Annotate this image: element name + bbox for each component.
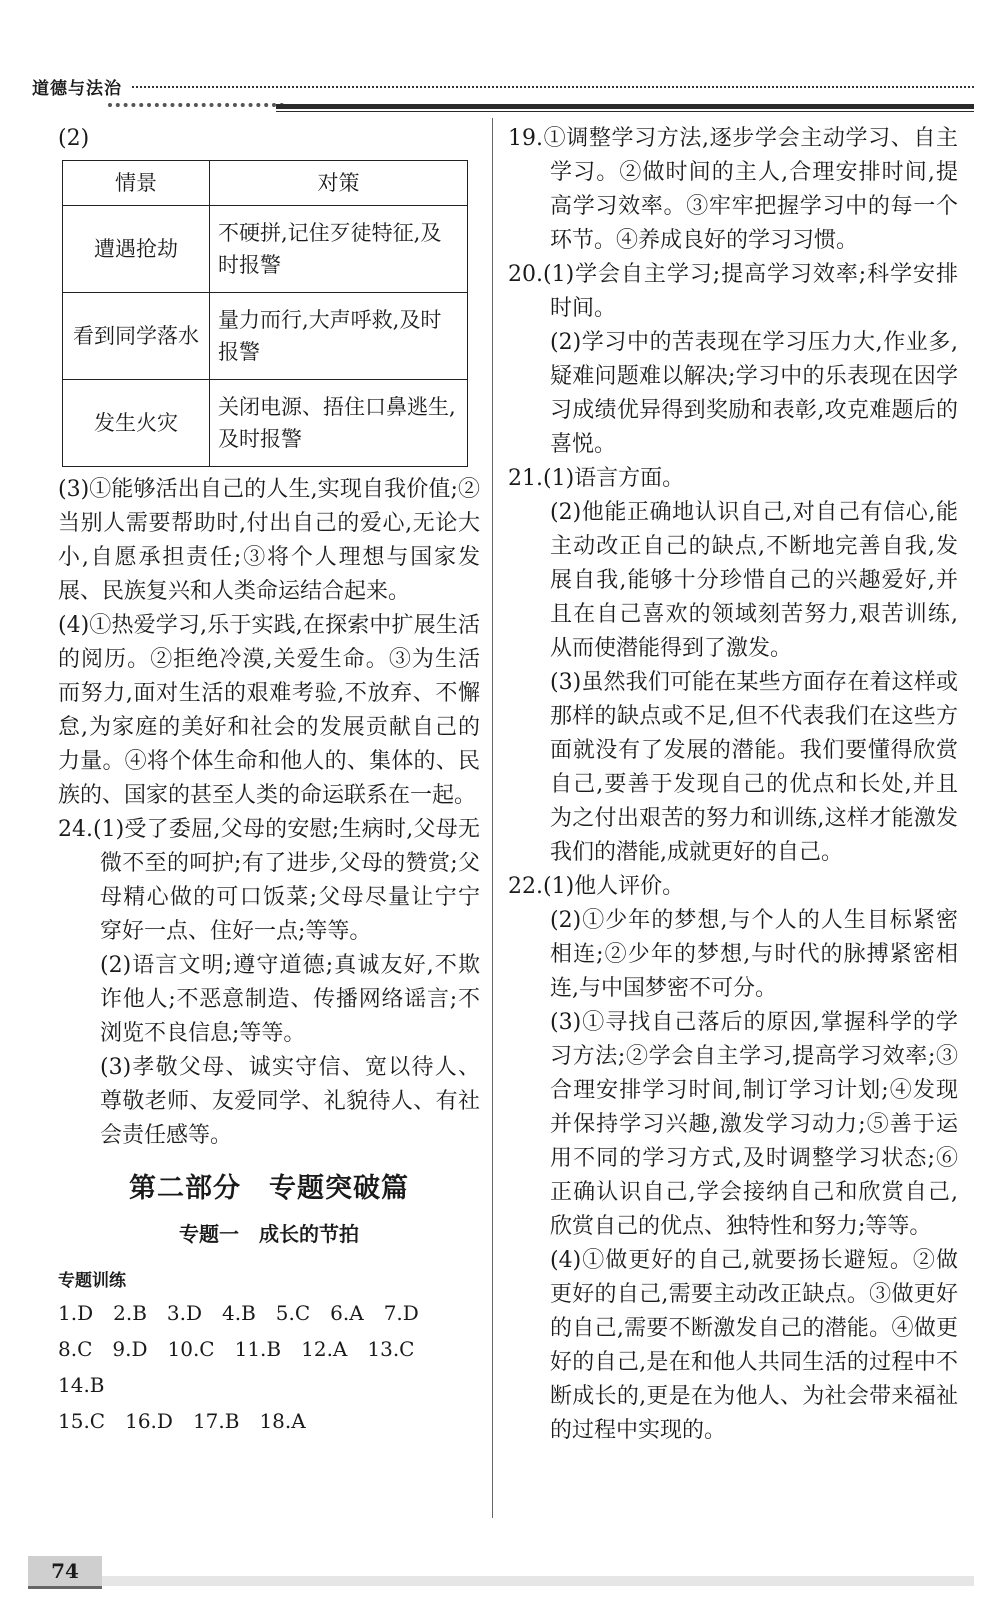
answer-q2-4: (4)①热爱学习,乐于实践,在探索中扩展生活的阅历。②拒绝冷漠,关爱生命。③为生活而努力,面对生活的艰难考验,不放弃、不懈怠,为家庭的美好和社会的发展贡献自己的力量。④将个体生命和他人的、集体的、民族的、国家的甚至人类的命运联系在一起。 (58, 613, 480, 808)
answer-q24-1: 24.(1)受了委屈,父母的安慰;生病时,父母无微不至的呵护;有了进步,父母的赞赏;父母精心做的可口饭菜;父母尽量让宁宁穿好一点、住好一点;等等。 (58, 817, 480, 944)
answer-line: 1.D 2.B 3.D 4.B 5.C 6.A 7.D (58, 1301, 419, 1325)
rule-thin (276, 111, 974, 112)
training-label: 专题训练 (58, 1271, 126, 1291)
topic-title: 专题一 成长的节拍 (179, 1222, 359, 1246)
answer-q20-1: 20.(1)学会自主学习;提高学习效率;科学安排时间。 (508, 262, 958, 321)
part-title: 第二部分 专题突破篇 (129, 1173, 409, 1204)
answer-q24-3: (3)孝敬父母、诚实守信、宽以待人、尊敬老师、友爱同学、礼貌待人、有社会责任感等。 (100, 1055, 480, 1148)
table-cell: 发生火灾 (63, 380, 210, 467)
table-row (63, 380, 468, 467)
answer-line: 15.C 16.D 17.B 18.A (58, 1409, 306, 1433)
table-header-row (63, 161, 468, 206)
right-column (508, 122, 958, 1448)
answer-line: 8.C 9.D 10.C 11.B 12.A 13.C 14.B (58, 1337, 435, 1397)
answer-key (58, 1295, 480, 1439)
table-cell: 量力而行,大声呼救,及时报警 (210, 293, 468, 380)
answer-q22-2: (2)①少年的梦想,与个人的人生目标紧密相连;②少年的梦想,与时代的脉搏紧密相连,与中国梦密不可分。 (550, 908, 958, 1001)
header-dotted-line (132, 86, 974, 88)
answer-q20-2: (2)学习中的苦表现在学习压力大,作业多,疑难问题难以解决;学习中的乐表现在因学习成绩优异得到奖励和表彰,攻克难题后的喜悦。 (550, 330, 958, 457)
rule-thick (276, 104, 974, 109)
table-header: 对策 (210, 161, 468, 206)
answer-q21-3: (3)虽然我们可能在某些方面存在着这样或那样的缺点或不足,但不代表我们在这些方面就没有了发展的潜能。我们要懂得欣赏自己,要善于发现自己的优点和长处,并且为之付出艰苦的努力和训练,这样才能激发我们的潜能,成就更好的自己。 (550, 670, 958, 865)
table-cell: 遭遇抢劫 (63, 206, 210, 293)
answer-q22-3: (3)①寻找自己落后的原因,掌握科学的学习方法;②学会自主学习,提高学习效率;③合理安排学习时间,制订学习计划;④发现并保持学习兴趣,激发学习动力;⑤善于运用不同的学习方式,及时调整学习状态;⑥正确认识自己,学会接纳自己和欣赏自己,欣赏自己的优点、独特性和努力;等等。 (550, 1010, 958, 1239)
left-column (58, 122, 480, 1439)
footer-bar (102, 1576, 974, 1586)
page-header (28, 74, 974, 99)
table-cell: 不硬拼,记住歹徒特征,及时报警 (210, 206, 468, 293)
answer-q24-2: (2)语言文明;遵守道德;真诚友好,不欺诈他人;不恶意制造、传播网络谣言;不浏览不良信息;等等。 (100, 953, 480, 1046)
subject-title: 道德与法治 (32, 79, 122, 99)
table-header: 情景 (63, 161, 210, 206)
answer-q22-4: (4)①做更好的自己,就要扬长避短。②做更好的自己,需要主动改正缺点。③做更好的自己,需要不断激发自己的潜能。④做更好的自己,是在和他人共同生活的过程中不断成长的,更是在为他人、为社会带来福祉的过程中实现的。 (550, 1248, 958, 1443)
rule-dots (108, 103, 284, 107)
answer-q22-1: 22.(1)他人评价。 (508, 874, 685, 899)
table-cell: 看到同学落水 (63, 293, 210, 380)
table-row (63, 206, 468, 293)
table-cell: 关闭电源、捂住口鼻逃生,及时报警 (210, 380, 468, 467)
answer-q19: 19.①调整学习方法,逐步学会主动学习、自主学习。②做时间的主人,合理安排时间,提高学习效率。③牢牢把握学习中的每一个环节。④养成良好的学习习惯。 (508, 126, 958, 253)
table-row (63, 293, 468, 380)
header-rule (28, 100, 974, 116)
answer-q21-2: (2)他能正确地认识自己,对自己有信心,能主动改正自己的缺点,不断地完善自我,发展自我,能够十分珍惜自己的兴趣爱好,并且在自己喜欢的领域刻苦努力,艰苦训练,从而使潜能得到了激发。 (550, 500, 958, 661)
column-divider (492, 118, 493, 1518)
q2-label: (2) (58, 126, 90, 151)
answer-q2-3: (3)①能够活出自己的人生,实现自我价值;②当别人需要帮助时,付出自己的爱心,无论大小,自愿承担责任;③将个人理想与国家发展、民族复兴和人类命运结合起来。 (58, 477, 480, 604)
situation-table (62, 160, 468, 467)
page-number: 74 (28, 1556, 102, 1589)
answer-q21-1: 21.(1)语言方面。 (508, 466, 685, 491)
